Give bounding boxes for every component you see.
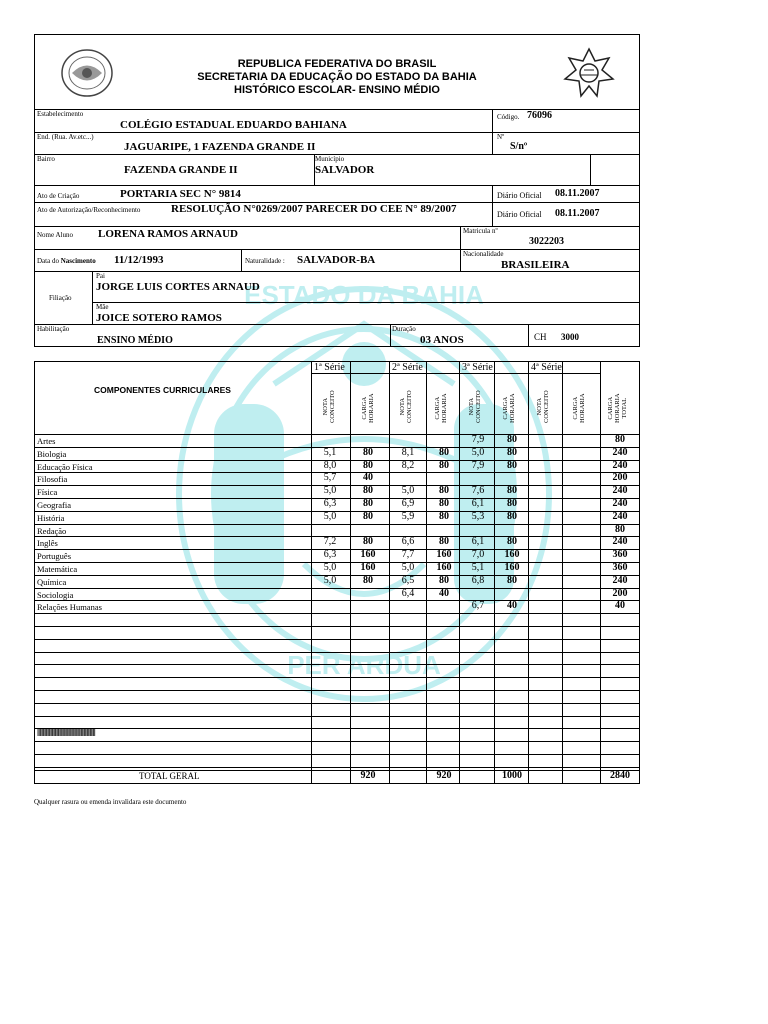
header-text-line: CARGA — [572, 396, 579, 420]
hours-value: 80 — [439, 536, 449, 548]
row-line — [34, 626, 640, 627]
header-text-line: TOTAL — [620, 397, 628, 419]
grade-value: 5,0 — [323, 574, 337, 586]
total-hours-value: 240 — [612, 510, 628, 522]
grade-value: 6,5 — [401, 574, 415, 586]
grade-value: 7,2 — [323, 536, 337, 548]
header-carga — [362, 393, 376, 423]
header-line-1: REPUBLICA FEDERATIVA DO BRASIL — [237, 58, 437, 70]
nascimento-value: 11/12/1993 — [114, 254, 164, 266]
grade-value: 7,9 — [471, 459, 485, 471]
hours-value: 80 — [507, 485, 517, 497]
subject-name: Redação — [37, 525, 67, 536]
header-text-line: CARGA — [433, 396, 441, 420]
ch-value: 3000 — [561, 332, 579, 342]
aluno-label: Nome Aluno — [37, 231, 73, 239]
components-title: COMPONENTES CURRICULARES — [94, 385, 231, 395]
hours-value: 160 — [504, 549, 520, 561]
total-series-3: 1000 — [502, 770, 522, 781]
endereco-label: End. (Rua. Av.etc...) — [37, 133, 94, 141]
nascimento-label-bold: Nascimento — [60, 257, 96, 265]
grade-value: 6,7 — [471, 600, 485, 612]
hours-value: 160 — [504, 562, 520, 573]
diario-oficial-2-value: 08.11.2007 — [555, 208, 600, 219]
subject-name: Biologia — [37, 448, 67, 459]
grade-value: 7,7 — [401, 549, 415, 561]
grade-value: 8,1 — [401, 446, 415, 458]
diario-oficial-2-label: Diário Oficial — [497, 210, 542, 219]
grade-value: 6,3 — [323, 498, 337, 509]
row-line — [34, 613, 640, 614]
total-hours-value: 200 — [612, 587, 628, 599]
header-text-line: HORARIA — [440, 393, 448, 423]
ato-criacao-value: PORTARIA SEC N° 9814 — [120, 188, 241, 200]
grade-value: 6,3 — [323, 549, 337, 561]
pai-value: JORGE LUIS CORTES ARNAUD — [96, 281, 260, 293]
subject-name: Matemática — [37, 564, 78, 574]
hours-value: 160 — [436, 549, 452, 561]
header-text-line: NOTA — [467, 397, 475, 416]
row-line — [34, 754, 640, 755]
subject-name: Física — [37, 487, 58, 498]
total-hours-value: 80 — [615, 434, 625, 445]
total-line — [34, 770, 640, 771]
header-text-line: HORARIA — [578, 393, 586, 423]
row-line — [34, 639, 640, 640]
subject-name: Educação Física — [37, 461, 93, 472]
series-header-line — [311, 373, 600, 374]
row-line — [34, 716, 640, 717]
total-series-1: 920 — [360, 770, 376, 781]
hours-value: 160 — [436, 562, 452, 573]
hours-value: 80 — [439, 510, 449, 522]
svg-text:ESTADO DA BAHIA: ESTADO DA BAHIA — [244, 280, 484, 310]
total-hours-value: 240 — [612, 459, 628, 471]
subject-name: Inglês — [37, 538, 58, 549]
grade-value: 5,0 — [323, 562, 337, 573]
nascimento-label-prefix: Data do — [37, 257, 61, 265]
row-line — [34, 703, 640, 704]
subject-name: Sociologia — [37, 589, 74, 600]
header-line-2: SECRETARIA DA EDUCAÇÃO DO ESTADO DA BAHIA — [197, 71, 477, 83]
header-text-line: CONCEITO — [405, 390, 413, 423]
duracao-label: Duração — [392, 325, 416, 333]
grade-value: 5,1 — [471, 562, 485, 573]
hours-value: 80 — [439, 446, 449, 458]
grade-value: 8,2 — [401, 459, 415, 471]
header-carga — [435, 393, 449, 423]
grade-value: 5,3 — [471, 510, 485, 522]
ch-label: CH — [534, 332, 547, 342]
header-text-line: NOTA — [321, 397, 329, 416]
municipio-value: SALVADOR — [315, 164, 375, 176]
diario-oficial-1-label: Diário Oficial — [497, 191, 542, 200]
footer-note: Qualquer rasura ou emenda invalidara este documento — [34, 798, 187, 806]
mae-label: Mãe — [96, 303, 109, 311]
row-line — [34, 767, 640, 768]
ato-autorizacao-label: Ato de Autorização/Reconhecimento — [37, 206, 141, 214]
header-bottom-line — [34, 434, 640, 435]
row-line — [34, 664, 640, 665]
grade-value: 7,6 — [471, 485, 485, 497]
numero-label: Nº — [497, 133, 505, 141]
hours-value: 80 — [363, 485, 373, 497]
nacionalidade-label: Nacionalidade — [463, 250, 504, 258]
grade-value: 7,9 — [471, 434, 485, 445]
matricula-value: 3022203 — [529, 236, 564, 247]
codigo-value: 76096 — [527, 110, 552, 121]
series-header-1: 1ª Série — [314, 362, 345, 373]
naturalidade-label: Naturalidade : — [245, 257, 285, 265]
habilitacao-label: Habilitação — [37, 325, 70, 333]
endereco-value: JAGUARIPE, 1 FAZENDA GRANDE II — [124, 141, 316, 153]
bairro-value: FAZENDA GRANDE II — [124, 164, 238, 176]
total-hours-value: 240 — [612, 485, 628, 497]
subject-name: Português — [37, 551, 71, 562]
grade-value: 5,0 — [401, 562, 415, 573]
hours-value: 80 — [507, 574, 517, 586]
row-line — [34, 524, 640, 525]
header-nota — [537, 390, 551, 423]
hours-value: 80 — [363, 536, 373, 548]
hours-value: 40 — [439, 587, 449, 599]
hours-value: 80 — [507, 459, 517, 471]
grades-col-line — [600, 361, 601, 784]
grade-value: 8,0 — [323, 459, 337, 471]
numero-value: S/nº — [510, 141, 528, 152]
subject-name: História — [37, 512, 65, 523]
ato-criacao-label: Ato de Criação — [37, 192, 80, 200]
subject-name: Filosofia — [37, 474, 68, 485]
hours-value: 80 — [363, 446, 373, 458]
total-geral-label: TOTAL GERAL — [139, 771, 200, 781]
grade-value: 5,0 — [323, 510, 337, 522]
subject-name: Relações Humanas — [37, 602, 102, 613]
duracao-value: 03 ANOS — [420, 334, 464, 346]
hours-value: 40 — [507, 600, 517, 612]
grade-value: 5,1 — [323, 446, 337, 458]
pai-label: Pai — [96, 272, 105, 280]
total-hours-value: 200 — [612, 472, 628, 484]
hours-value: 80 — [507, 498, 517, 509]
header-text-line: CARGA — [502, 396, 509, 420]
grade-value: 5,9 — [401, 510, 415, 522]
subject-name: Geografia — [37, 500, 71, 510]
filiacao-label: Filiação — [49, 294, 72, 302]
header-text-line: HORARIA — [508, 393, 516, 423]
codigo-label: Código. — [497, 113, 520, 121]
barcode-strip: |||||||||||||||||||||||||||||||||||||||||||||||||||||||||||||||||||||||||||||||||||||||||||||||| — [37, 728, 95, 737]
grade-value: 6,6 — [401, 536, 415, 548]
grade-value: 7,0 — [471, 549, 485, 561]
hours-value: 80 — [507, 536, 517, 548]
grade-value: 6,9 — [401, 498, 415, 509]
header-text-line: NOTA — [398, 397, 406, 416]
header-text-line: HORARIA — [613, 393, 621, 423]
header-text-line: CONCEITO — [542, 390, 550, 423]
total-hours-value: 240 — [612, 446, 628, 458]
document — [34, 34, 640, 806]
total-series-2: 920 — [436, 770, 452, 781]
estabelecimento-label: Estabelecimento — [37, 110, 84, 118]
subject-name: Artes — [37, 436, 56, 446]
hours-value: 40 — [363, 472, 373, 484]
svg-text:PER ARDUA: PER ARDUA — [287, 650, 441, 680]
nascimento-label — [37, 258, 96, 265]
hours-value: 80 — [507, 510, 517, 522]
hours-value: 80 — [439, 498, 449, 509]
header-text-line: CONCEITO — [474, 390, 482, 423]
header-line-3: HISTÓRICO ESCOLAR- ENSINO MÉDIO — [234, 84, 440, 96]
grade-value: 5,0 — [401, 485, 415, 497]
row-line — [34, 600, 640, 601]
total-hours-value: 80 — [615, 523, 625, 535]
grade-value: 6,8 — [471, 574, 485, 586]
grades-col-line — [562, 361, 563, 784]
row-line — [34, 652, 640, 653]
row-line — [34, 741, 640, 742]
municipio-label: Município — [315, 155, 345, 163]
hours-value: 80 — [363, 459, 373, 471]
hours-value: 80 — [363, 510, 373, 522]
nacionalidade-value: BRASILEIRA — [501, 259, 570, 271]
row-line — [34, 690, 640, 691]
hours-value: 160 — [360, 549, 376, 561]
total-hours-value: 240 — [612, 536, 628, 548]
grade-value: 6,4 — [401, 587, 415, 599]
total-hours-value: 360 — [612, 562, 628, 573]
aluno-value: LORENA RAMOS ARNAUD — [98, 228, 238, 240]
header-text-line: CONCEITO — [328, 390, 336, 423]
bairro-label: Bairro — [37, 155, 55, 163]
header-nota — [400, 390, 414, 423]
total-geral-value: 2840 — [610, 770, 630, 781]
header-text-line: CARGA — [607, 396, 614, 420]
header-carga — [503, 393, 517, 423]
series-header-4: 4ª Série — [531, 362, 562, 373]
hours-value: 80 — [439, 459, 449, 471]
mae-value: JOICE SOTERO RAMOS — [96, 312, 222, 324]
series-header-2: 2ª Série — [392, 362, 423, 373]
total-hours-value: 40 — [615, 600, 625, 612]
hours-value: 80 — [507, 434, 517, 445]
total-hours-value: 360 — [612, 549, 628, 561]
grade-value: 6,1 — [471, 498, 485, 509]
grade-value: 5,0 — [323, 485, 337, 497]
header-nota — [323, 390, 337, 423]
series-header-3: 3ª Série — [462, 362, 493, 373]
header-nota — [469, 390, 483, 423]
estabelecimento-value: COLÉGIO ESTADUAL EDUARDO BAHIANA — [120, 119, 347, 131]
total-hours-value: 240 — [612, 574, 628, 586]
header-text-line: HORARIA — [367, 393, 375, 423]
row-line — [34, 588, 640, 589]
header-carga — [573, 393, 587, 423]
hours-value: 80 — [363, 574, 373, 586]
ato-autorizacao-value: RESOLUÇÃO N°0269/2007 PARECER DO CEE N° 89/2007 — [171, 203, 457, 215]
subject-name: Química — [37, 576, 67, 587]
hours-value: 80 — [439, 485, 449, 497]
grade-value: 5,7 — [323, 472, 337, 484]
header-carga-total — [608, 393, 628, 423]
total-hours-value: 240 — [612, 498, 628, 509]
naturalidade-value: SALVADOR-BA — [297, 254, 376, 266]
hours-value: 80 — [439, 574, 449, 586]
header-text-line: NOTA — [536, 397, 543, 416]
matricula-label: Matricula nº — [463, 227, 498, 235]
grade-value: 6,1 — [471, 536, 485, 548]
grade-value: 5,0 — [471, 446, 485, 458]
header-text-line: CARGA — [360, 396, 368, 420]
diario-oficial-1-value: 08.11.2007 — [555, 188, 600, 199]
row-line — [34, 677, 640, 678]
habilitacao-value: ENSINO MÉDIO — [97, 335, 173, 346]
hours-value: 80 — [363, 498, 373, 509]
hours-value: 160 — [360, 562, 376, 573]
hours-value: 80 — [507, 446, 517, 458]
